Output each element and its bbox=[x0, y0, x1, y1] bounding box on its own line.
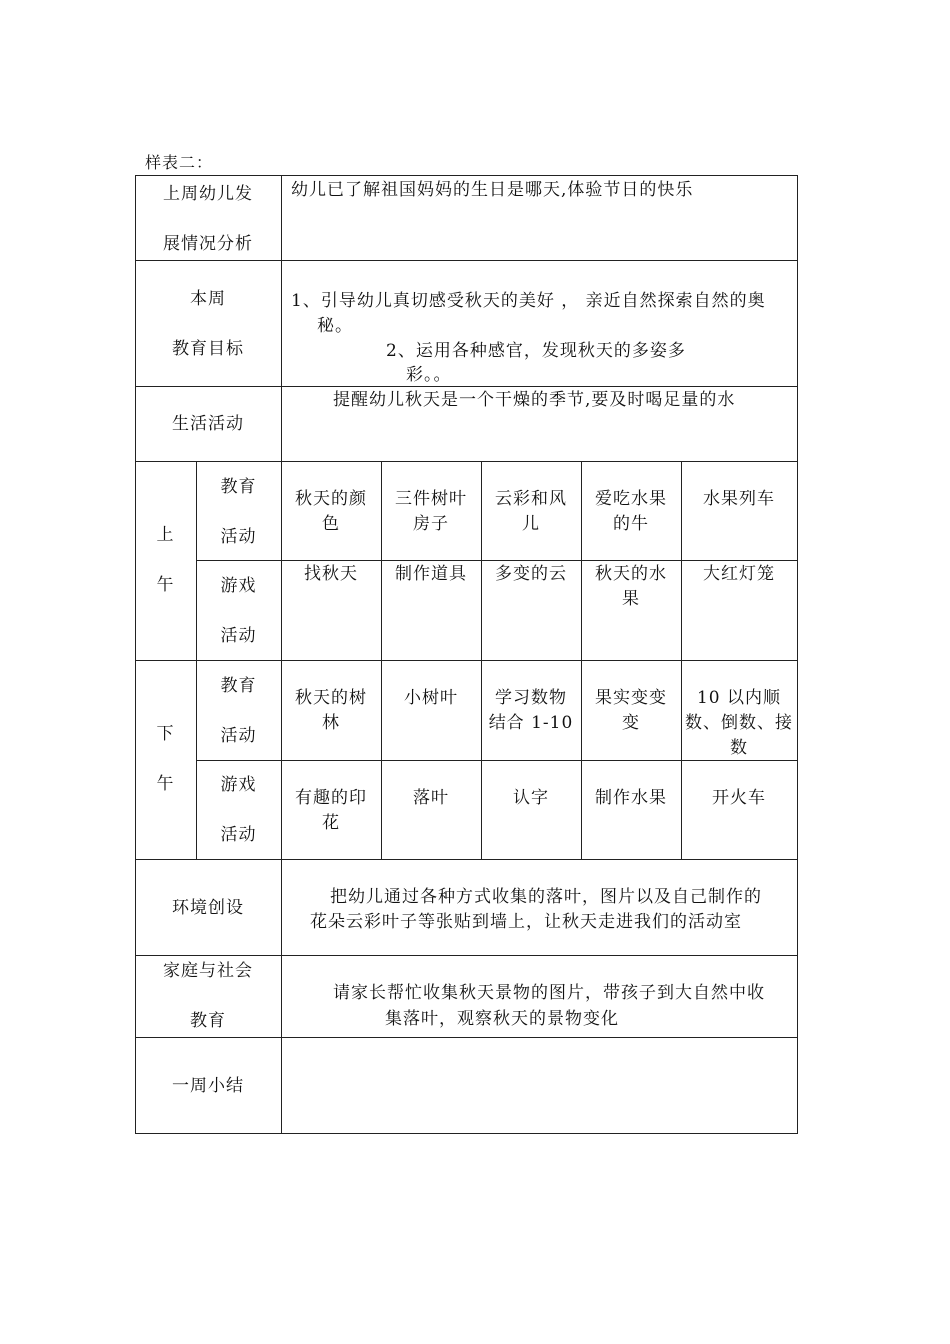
table-left-border bbox=[135, 175, 136, 1134]
game-activity-cell: 制作水果 bbox=[595, 788, 667, 808]
edu-activity-label: 活动 bbox=[220, 527, 257, 547]
edu-activity-cell: 的牛 bbox=[613, 514, 649, 534]
goal-line: 秘。 bbox=[317, 316, 353, 336]
game-activity-cell: 落叶 bbox=[413, 788, 449, 808]
family-label: 教育 bbox=[190, 1011, 226, 1031]
row-divider bbox=[135, 1037, 798, 1038]
environment-label: 环境创设 bbox=[172, 898, 244, 918]
edu-activity-cell: 小树叶 bbox=[404, 688, 458, 708]
edu-activity-cell: 果实变变 bbox=[595, 688, 667, 708]
table-top-border bbox=[135, 175, 798, 176]
edu-activity-cell: 学习数物 bbox=[495, 688, 567, 708]
form-caption: 样表二： bbox=[145, 153, 214, 172]
edu-activity-label: 教育 bbox=[220, 477, 257, 497]
edu-activity-cell: 爱吃水果 bbox=[595, 489, 667, 509]
game-activity-cell: 找秋天 bbox=[304, 564, 358, 584]
edu-activity-cell: 秋天的树 bbox=[295, 688, 367, 708]
period-label: 上 bbox=[156, 525, 175, 545]
row-divider bbox=[135, 955, 798, 956]
period-label: 午 bbox=[156, 575, 175, 595]
environment-line: 把幼儿通过各种方式收集的落叶，图片以及自己制作的 bbox=[330, 887, 762, 907]
game-activity-cell: 制作道具 bbox=[395, 564, 467, 584]
family-line: 集落叶，观察秋天的景物变化 bbox=[385, 1009, 619, 1029]
table-right-border bbox=[797, 175, 798, 1134]
edu-activity-label: 活动 bbox=[220, 726, 257, 746]
game-activity-cell: 认字 bbox=[513, 788, 549, 808]
goals-label: 本周 bbox=[190, 289, 226, 309]
edu-activity-cell: 色 bbox=[322, 514, 340, 534]
game-activity-cell: 秋天的水 bbox=[595, 564, 667, 584]
summary-label: 一周小结 bbox=[172, 1076, 244, 1096]
last-week-label: 展情况分析 bbox=[163, 234, 253, 254]
goal-line: 1、引导幼儿真切感受秋天的美好 ， 亲近自然探索自然的奥 bbox=[291, 291, 766, 311]
edu-activity-cell: 儿 bbox=[522, 514, 540, 534]
game-activity-cell: 多变的云 bbox=[495, 564, 567, 584]
edu-activity-cell: 云彩和风 bbox=[495, 489, 567, 509]
table-bottom-border bbox=[135, 1133, 798, 1134]
row-divider bbox=[135, 859, 798, 860]
edu-activity-cell: 变 bbox=[622, 713, 640, 733]
life-activity-content: 提醒幼儿秋天是一个干燥的季节,要及时喝足量的水 bbox=[333, 390, 736, 410]
game-activity-cell: 花 bbox=[322, 813, 340, 833]
game-activity-cell: 果 bbox=[622, 589, 640, 609]
last-week-label: 上周幼儿发 bbox=[163, 184, 253, 204]
edu-activity-cell: 10 以内顺 bbox=[696, 688, 782, 708]
edu-activity-cell: 三件树叶 bbox=[395, 489, 467, 509]
game-activity-label: 活动 bbox=[220, 626, 257, 646]
game-activity-cell: 开火车 bbox=[712, 788, 766, 808]
last-week-content: 幼儿已了解祖国妈妈的生日是哪天,体验节日的快乐 bbox=[291, 180, 694, 200]
environment-line: 花朵云彩叶子等张贴到墙上，让秋天走进我们的活动室 bbox=[310, 912, 742, 932]
family-line: 请家长帮忙收集秋天景物的图片，带孩子到大自然中收 bbox=[333, 983, 765, 1003]
game-activity-cell: 大红灯笼 bbox=[703, 564, 775, 584]
edu-activity-cell: 数、倒数、接 bbox=[685, 713, 793, 733]
goals-label: 教育目标 bbox=[172, 339, 244, 359]
family-label: 家庭与社会 bbox=[163, 961, 253, 981]
edu-activity-cell: 结合 1-10 bbox=[488, 713, 574, 733]
life-activity-label: 生活活动 bbox=[172, 414, 244, 434]
edu-activity-label: 教育 bbox=[220, 676, 257, 696]
edu-activity-cell: 秋天的颜 bbox=[295, 489, 367, 509]
game-activity-label: 游戏 bbox=[220, 775, 257, 795]
period-label: 下 bbox=[156, 724, 175, 744]
edu-activity-cell: 房子 bbox=[413, 514, 449, 534]
period-column-divider bbox=[196, 461, 197, 860]
goal-line: 2、运用各种感官，发现秋天的多姿多 bbox=[386, 341, 686, 361]
period-label: 午 bbox=[156, 774, 175, 794]
row-divider bbox=[135, 660, 798, 661]
label-column-divider bbox=[281, 175, 282, 1134]
game-activity-label: 游戏 bbox=[220, 576, 257, 596]
goal-line: 彩。。 bbox=[406, 365, 452, 385]
game-activity-label: 活动 bbox=[220, 825, 257, 845]
edu-activity-cell: 林 bbox=[322, 713, 340, 733]
row-divider bbox=[135, 260, 798, 261]
edu-activity-cell: 数 bbox=[730, 738, 748, 758]
game-activity-cell: 有趣的印 bbox=[295, 788, 367, 808]
edu-activity-cell: 水果列车 bbox=[703, 489, 775, 509]
row-divider bbox=[135, 461, 798, 462]
